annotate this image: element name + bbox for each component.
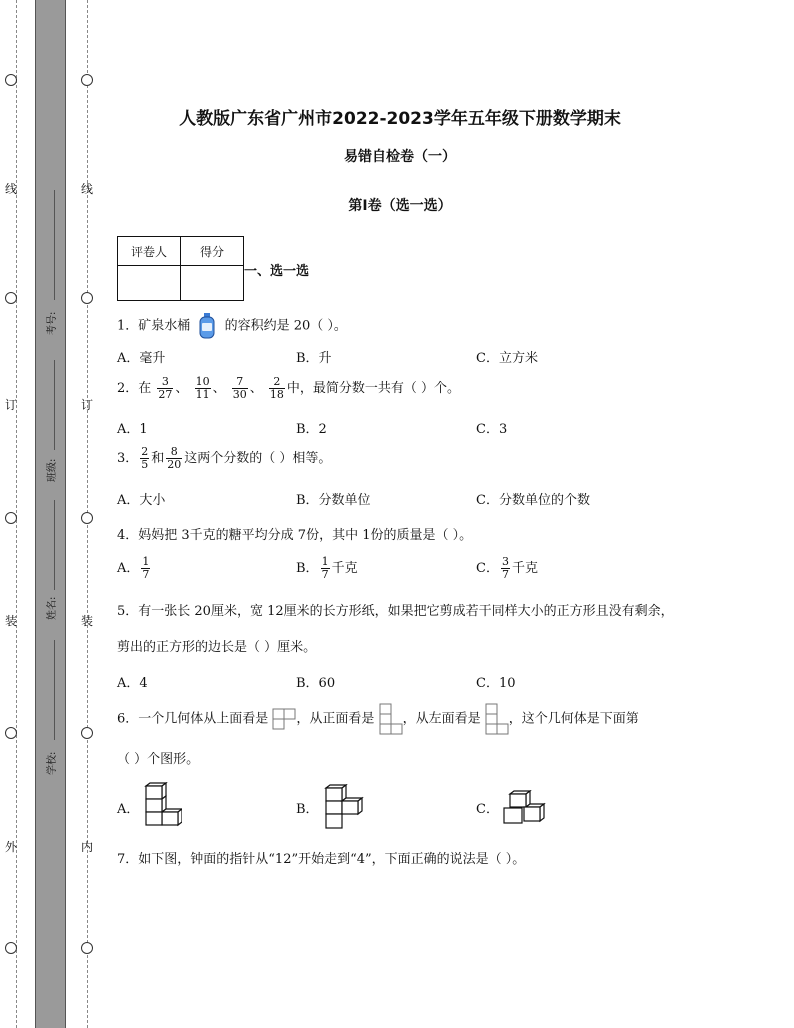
section-title: 一、选一选 — [244, 264, 310, 279]
binding-band — [35, 0, 66, 1028]
fraction: $\frac{8}{20}$ — [167, 445, 182, 471]
fraction: $\frac{1}{7}$ — [321, 555, 329, 581]
hole-circle — [81, 727, 93, 739]
cube-figure-b[interactable] — [320, 784, 364, 832]
option-a[interactable]: A．4 — [117, 676, 148, 691]
hole-circle — [5, 727, 17, 739]
option-b[interactable]: B．分数单位 — [296, 493, 371, 508]
option-c[interactable]: C．立方米 — [476, 351, 538, 366]
option-c[interactable]: C． $\frac{3}{7}$ 千克 — [476, 555, 538, 581]
binding-char-outer: 订 — [4, 398, 17, 412]
fraction: $\frac{3}{27}$ — [158, 375, 173, 401]
question-6: 6．一个几何体从上面看是 ，从正面看是 ，从左面看是 ，这个几何体是下面第 — [117, 703, 639, 735]
option-c[interactable]: C．10 — [476, 676, 516, 691]
score-table — [117, 236, 244, 301]
question-5-line-1: 5．有一张长 20厘米，宽 12厘米的长方形纸，如果把它剪成若干同样大小的正方形且没有剩余， — [117, 604, 674, 619]
score-cell[interactable] — [181, 266, 244, 301]
class-field[interactable] — [54, 360, 55, 450]
binding-char-inner: 内 — [80, 840, 93, 854]
hole-circle — [81, 942, 93, 954]
question-1: 1．矿泉水桶 的容积约是 20（ ）。 — [117, 312, 347, 340]
cube-figure-a[interactable] — [140, 782, 182, 828]
name-field[interactable] — [54, 500, 55, 590]
option-c[interactable]: C．分数单位的个数 — [476, 493, 590, 508]
school-label: 学校: — [47, 751, 58, 775]
class-label: 班级: — [47, 458, 58, 482]
left-view-icon — [485, 703, 509, 735]
question-4: 4．妈妈把 3千克的糖平均分成 7份，其中 1份的质量是（ ）。 — [117, 528, 473, 543]
fraction: $\frac{10}{11}$ — [195, 375, 210, 401]
option-a[interactable]: A．大小 — [117, 493, 166, 508]
grader-cell[interactable] — [118, 266, 181, 301]
option-a[interactable]: A．毫升 — [117, 351, 166, 366]
hole-circle — [81, 512, 93, 524]
school-field[interactable] — [54, 640, 55, 740]
fraction: $\frac{2}{18}$ — [269, 375, 284, 401]
option-a[interactable]: A．1 — [117, 422, 148, 437]
option-b[interactable]: B． $\frac{1}{7}$ 千克 — [296, 555, 358, 581]
binding-char-inner: 线 — [80, 182, 93, 196]
option-c[interactable]: C． — [476, 802, 499, 817]
option-a[interactable]: A． — [117, 802, 140, 817]
exam-no-field[interactable] — [54, 190, 55, 300]
water-bucket-icon — [197, 312, 217, 340]
hole-circle — [5, 512, 17, 524]
name-label: 姓名: — [47, 596, 58, 620]
option-b[interactable]: B．60 — [296, 676, 336, 691]
question-2: 2．在 $\frac{3}{27}$ 、 $\frac{10}{11}$ 、 $\frac{7}{30}$ 、 $\frac{2}{18}$ 中，最简分数一共有（ ）个。 — [117, 375, 461, 401]
binding-char-inner: 装 — [80, 614, 93, 628]
question-5-line-2: 剪出的正方形的边长是（ ）厘米。 — [117, 640, 317, 655]
question-7: 7．如下图，钟面的指针从“12”开始走到“4”，下面正确的说法是（ ）。 — [117, 852, 526, 867]
fraction: $\frac{3}{7}$ — [501, 555, 509, 581]
top-view-icon — [272, 708, 296, 730]
binding-char-outer: 外 — [4, 840, 17, 854]
page-subtitle: 易错自检卷（一） — [344, 149, 456, 165]
option-b[interactable]: B．升 — [296, 351, 332, 366]
binding-char-inner: 订 — [80, 398, 93, 412]
part-title: 第Ⅰ卷（选一选） — [348, 198, 452, 214]
binding-char-outer: 线 — [4, 182, 17, 196]
question-6-line-2: （ ）个图形。 — [117, 752, 200, 767]
grader-header: 评卷人 — [118, 237, 181, 266]
hole-circle — [81, 74, 93, 86]
fraction: $\frac{2}{5}$ — [141, 445, 149, 471]
page-title: 人教版广东省广州市2022-2023学年五年级下册数学期末 — [179, 109, 621, 129]
option-c[interactable]: C．3 — [476, 422, 508, 437]
fraction: $\frac{7}{30}$ — [232, 375, 247, 401]
option-b[interactable]: B．2 — [296, 422, 327, 437]
hole-circle — [5, 292, 17, 304]
binding-char-outer: 装 — [4, 614, 17, 628]
score-header: 得分 — [181, 237, 244, 266]
outer-dashed-line — [16, 0, 18, 1028]
hole-circle — [5, 74, 17, 86]
cube-figure-c[interactable] — [500, 790, 546, 826]
exam-no-label: 考号: — [47, 311, 58, 335]
hole-circle — [5, 942, 17, 954]
hole-circle — [81, 292, 93, 304]
question-3: 3． $\frac{2}{5}$ 和 $\frac{8}{20}$ 这两个分数的（ ）相等。 — [117, 445, 332, 471]
option-b[interactable]: B． — [296, 802, 319, 817]
fraction: $\frac{1}{7}$ — [142, 555, 150, 581]
option-a[interactable]: A． $\frac{1}{7}$ — [117, 555, 150, 581]
front-view-icon — [379, 703, 403, 735]
